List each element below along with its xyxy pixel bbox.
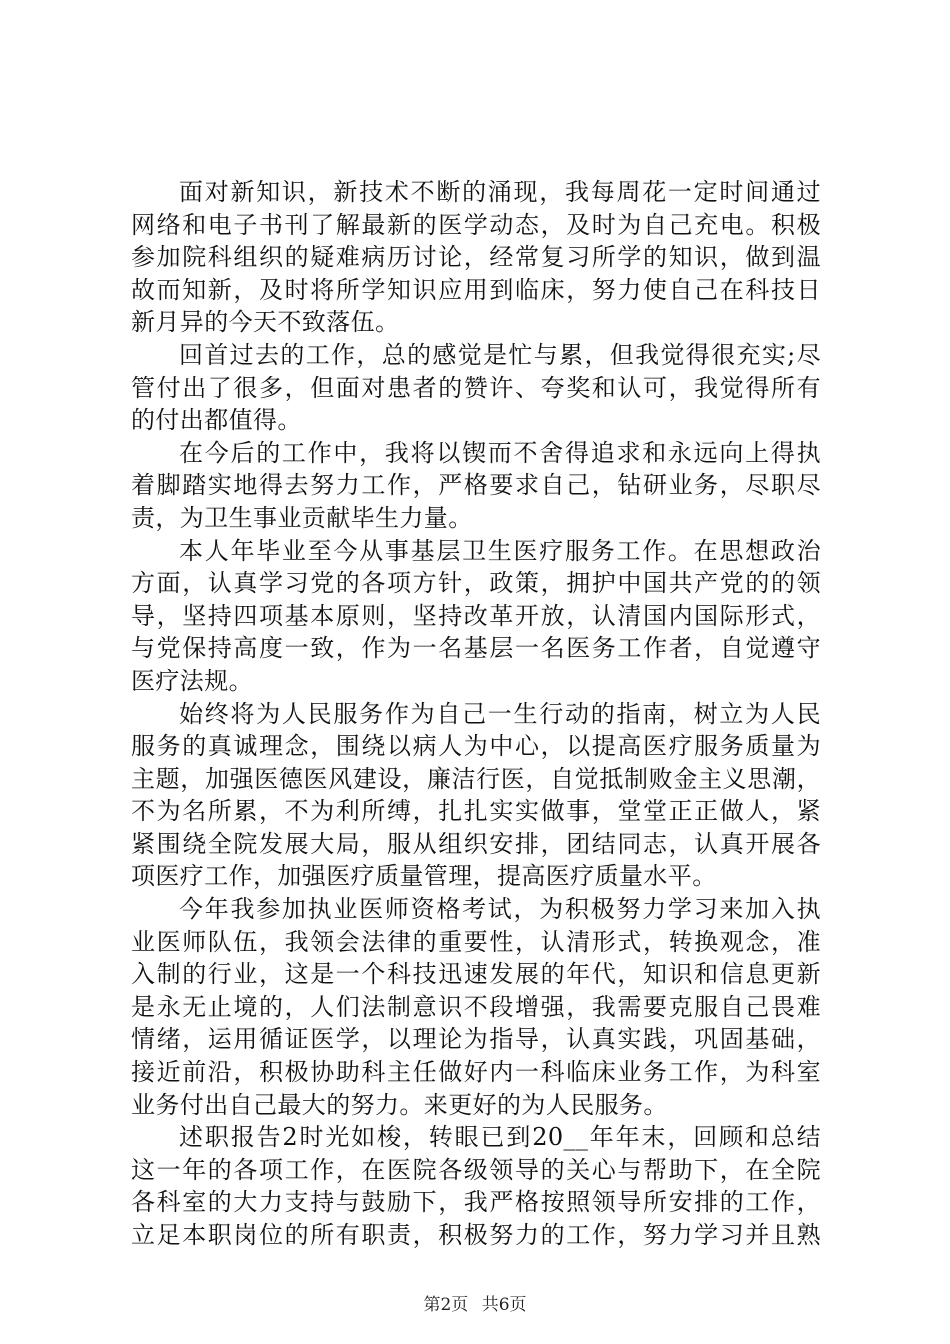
text-line: 情绪，运用循证医学，以理论为指导，认真实践，巩固基础， — [131, 1025, 821, 1054]
paragraph — [131, 893, 821, 1121]
text-line: 的付出都值得。 — [131, 406, 302, 435]
text-line: 方面，认真学习党的各项方针，政策，拥护中国共产党的的领 — [131, 569, 821, 598]
text-line: 今年我参加执业医师资格考试，为积极努力学习来加入执 — [179, 895, 821, 924]
text-line: 导，坚持四项基本原则，坚持改革开放，认清国内国际形式， — [131, 601, 821, 630]
text-line: 是永无止境的，人们法制意识不段增强，我需要克服自己畏难 — [131, 992, 821, 1021]
text-line: 这一年的各项工作，在医院各级领导的关心与帮助下，在全院 — [131, 1155, 821, 1184]
text-line: 面对新知识，新技术不断的涌现，我每周花一定时间通过 — [179, 178, 821, 206]
paragraph — [131, 698, 821, 894]
page-footer — [0, 1290, 950, 1315]
text-line: 始终将为人民服务作为自己一生行动的指南，树立为人民 — [179, 699, 821, 728]
body-text — [131, 176, 821, 1252]
text-line: 着脚踏实地得去努力工作，严格要求自己，钻研业务，尽职尽 — [131, 471, 821, 500]
paragraph — [131, 1121, 821, 1251]
paragraph — [131, 176, 821, 339]
text-line: 责，为卫生事业贡献毕生力量。 — [131, 503, 473, 532]
text-line: 与党保持高度一致，作为一名基层一名医务工作者，自觉遵守 — [131, 634, 821, 663]
text-line: 参加院科组织的疑难病历讨论，经常复习所学的知识，做到温 — [131, 243, 821, 272]
text-line: 医疗法规。 — [131, 666, 253, 695]
text-line: 故而知新，及时将所学知识应用到临床，努力使自己在科技日 — [131, 275, 821, 304]
text-line: 在今后的工作中，我将以锲而不舍得追求和永远向上得执 — [179, 438, 821, 467]
text-line: 不为名所累，不为利所缚，扎扎实实做事，堂堂正正做人，紧 — [131, 797, 821, 826]
text-line: 业务付出自己最大的努力。来更好的为人民服务。 — [131, 1090, 668, 1119]
text-line: 回首过去的工作，总的感觉是忙与累，但我觉得很充实;尽 — [179, 340, 821, 369]
page-number: 第2页 — [423, 1295, 469, 1315]
text-line: 服务的真诚理念，围绕以病人为中心，以提高医疗服务质量为 — [131, 732, 821, 761]
text-line: 业医师队伍，我领会法律的重要性，认清形式，转换观念，准 — [131, 927, 821, 956]
text-line: 入制的行业，这是一个科技迅速发展的年代，知识和信息更新 — [131, 960, 821, 989]
text-line: 述职报告2时光如梭，转眼已到20__年年末，回顾和总结 — [179, 1123, 821, 1152]
text-line: 各科室的大力支持与鼓励下，我严格按照领导所安排的工作， — [131, 1188, 821, 1217]
paragraph — [131, 535, 821, 698]
text-line: 立足本职岗位的所有职责，积极努力的工作，努力学习并且熟 — [131, 1221, 821, 1249]
text-line: 紧围绕全院发展大局，服从组织安排，团结同志，认真开展各 — [131, 829, 821, 858]
text-line: 新月异的今天不致落伍。 — [131, 308, 400, 337]
paragraph — [131, 339, 821, 437]
text-line: 网络和电子书刊了解最新的医学动态，及时为自己充电。积极 — [131, 210, 821, 239]
page-total: 共6页 — [481, 1295, 527, 1315]
text-line: 接近前沿，积极协助科主任做好内一科临床业务工作，为科室 — [131, 1058, 821, 1087]
text-line: 主题，加强医德医风建设，廉洁行医，自觉抵制败金主义思潮， — [131, 764, 821, 793]
text-line: 管付出了很多，但面对患者的赞许、夸奖和认可，我觉得所有 — [131, 373, 821, 402]
text-line: 本人年毕业至今从事基层卫生医疗服务工作。在思想政治 — [179, 536, 821, 565]
text-line: 项医疗工作，加强医疗质量管理，提高医疗质量水平。 — [131, 862, 717, 891]
paragraph — [131, 437, 821, 535]
